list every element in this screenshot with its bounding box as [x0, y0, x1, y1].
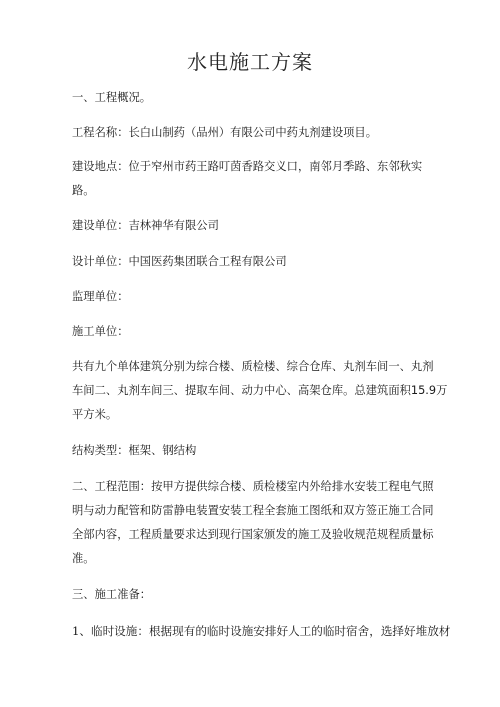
section-heading-preparation: 三、施工准备：	[72, 588, 152, 601]
buildings-line-3: 平方米。	[72, 408, 118, 421]
section-heading-overview: 一、工程概况。	[72, 91, 152, 104]
buildings-line-1: 共有九个单体建筑分别为综合楼、质检楼、综合仓库、丸剂车间一、丸剂	[72, 360, 434, 373]
location-line-cont: 路。	[72, 184, 95, 197]
document-title: 水电施工方案	[187, 50, 313, 74]
contractor-line: 施工单位：	[72, 325, 129, 338]
location-line: 建设地点：位于窄州市药王路叮茵香路交义口，南邻月季路、东邻秋实	[72, 160, 423, 173]
supervisor-line: 监理单位：	[72, 290, 129, 303]
owner-line: 建设单位：吉林神华有限公司	[72, 219, 219, 232]
designer-line: 设计单位：中国医药集团联合工程有限公司	[72, 255, 287, 268]
project-name-line: 工程名称：长白山制药（品州）有限公司中药丸剂建设项目。	[72, 126, 378, 139]
scope-line-4: 准。	[72, 552, 95, 565]
buildings-line-2: 车间二、丸剂车间三、提取车间、动力中心、高架仓库。总建筑面积15.9万	[72, 384, 448, 397]
structure-type-line: 结构类型：框架、钢结构	[72, 444, 197, 457]
scope-line-3: 全部内容，工程质量要求达到现行国家颁发的施工及验收规范规程质量标	[72, 528, 434, 541]
scope-line-1: 二、工程范围：按甲方提供综合楼、质检楼室内外给排水安装工程电气照	[72, 480, 434, 493]
temporary-facilities-line: 1、临时设施：根据现有的临时设施安排好人工的临时宿舍，选择好堆放材	[72, 624, 451, 638]
scope-line-2: 明与动力配管和防雷静电装置安装工程全套施工图纸和双方签正施工合同	[72, 504, 434, 517]
